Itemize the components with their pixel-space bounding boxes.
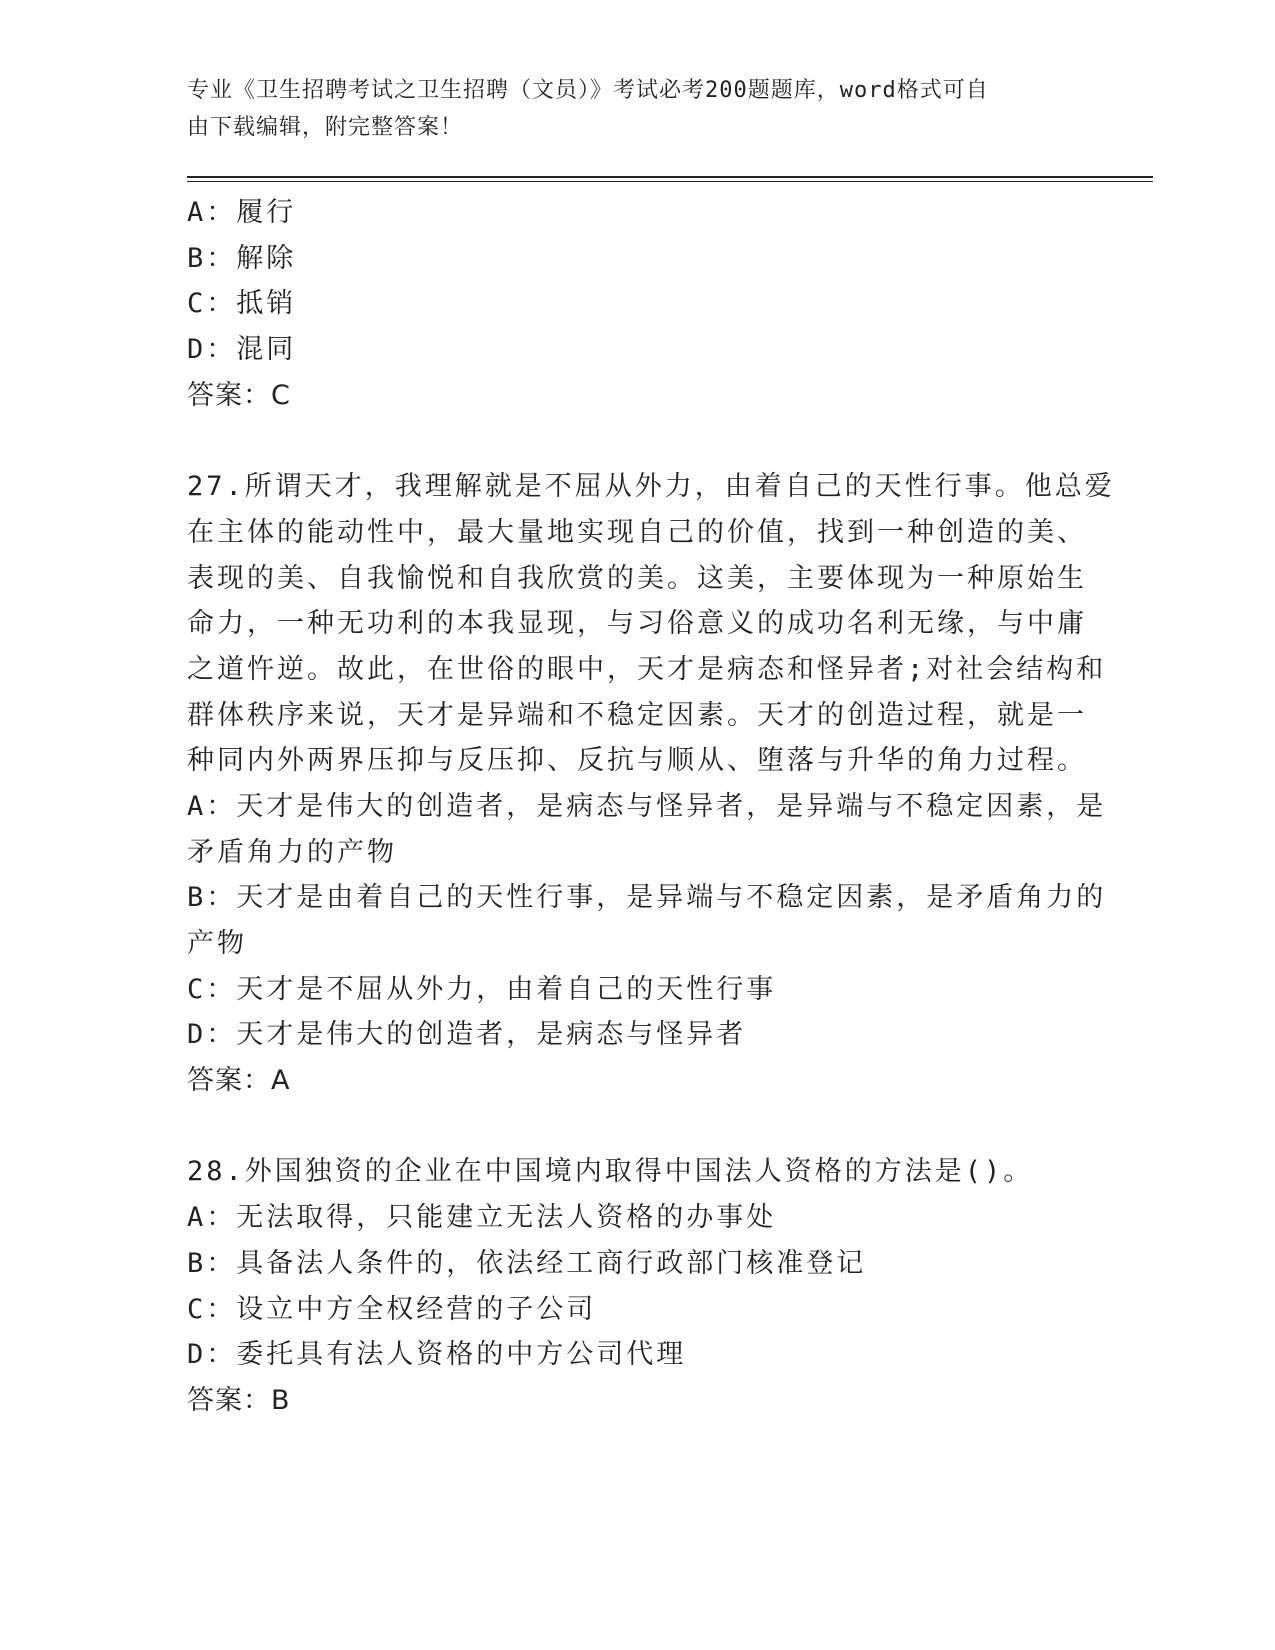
q26-option-a: A：履行 — [187, 197, 297, 228]
q26-option-d: D：混同 — [187, 334, 297, 366]
q27-stem-line: 命力，一种无功利的本我显现，与习俗意义的成功名利无缘，与中庸 — [187, 608, 1087, 640]
q28-option-c: C：设立中方全权经营的子公司 — [187, 1293, 597, 1325]
q28-option-a: A：无法取得，只能建立无法人资格的办事处 — [187, 1202, 777, 1234]
header-line-1: 专业《卫生招聘考试之卫生招聘（文员）》考试必考200题题库，word格式可自 — [187, 78, 989, 103]
q27-stem-line: 27.所谓天才，我理解就是不屈从外力，由着自己的天性行事。他总爱 — [187, 471, 1115, 503]
document-header — [187, 72, 1087, 146]
q27-stem-line: 之道忤逆。故此，在世俗的眼中，天才是病态和怪异者;对社会结构和 — [187, 653, 1107, 685]
q26-option-b: B：解除 — [187, 242, 297, 274]
question-27 — [187, 464, 1115, 1104]
header-rule-thick — [187, 176, 1153, 178]
q27-answer: 答案：A — [187, 1065, 291, 1097]
q28-option-b: B：具备法人条件的，依法经工商行政部门核准登记 — [187, 1247, 867, 1279]
q27-option-c: C：天才是不屈从外力，由着自己的天性行事 — [187, 973, 777, 1005]
q28-stem: 28.外国独资的企业在中国境内取得中国法人资格的方法是()。 — [187, 1156, 1034, 1188]
q27-stem-line: 表现的美、自我愉悦和自我欣赏的美。这美，主要体现为一种原始生 — [187, 562, 1087, 594]
spacer — [187, 418, 1087, 464]
q28-option-d: D：委托具有法人资格的中方公司代理 — [187, 1339, 687, 1371]
question-28 — [187, 1149, 1087, 1423]
q27-option-b: B：天才是由着自己的天性行事，是异端与不稳定因素，是矛盾角力的 — [187, 882, 1107, 914]
q27-option-d: D：天才是伟大的创造者，是病态与怪异者 — [187, 1019, 747, 1051]
header-rule-thin — [187, 181, 1153, 182]
q28-answer: 答案：B — [187, 1384, 291, 1416]
spacer — [187, 1104, 1087, 1150]
q27-option-a: A：天才是伟大的创造者，是病态与怪异者，是异端与不稳定因素，是 — [187, 790, 1107, 822]
q27-option-b-cont: 产物 — [187, 928, 247, 959]
header-line-2: 由下载编辑，附完整答案！ — [187, 115, 464, 140]
q26-option-c: C：抵销 — [187, 288, 297, 320]
q27-option-a-cont: 矛盾角力的产物 — [187, 836, 397, 868]
q27-stem-line: 群体秩序来说，天才是异端和不稳定因素。天才的创造过程，就是一 — [187, 699, 1087, 731]
q27-stem-line: 种同内外两界压抑与反压抑、反抗与顺从、堕落与升华的角力过程。 — [187, 745, 1087, 777]
q26-answer: 答案：C — [187, 379, 291, 411]
question-content — [187, 190, 1115, 1424]
question-26 — [187, 190, 1087, 418]
q27-stem-line: 在主体的能动性中，最大量地实现自己的价值，找到一种创造的美、 — [187, 516, 1087, 548]
